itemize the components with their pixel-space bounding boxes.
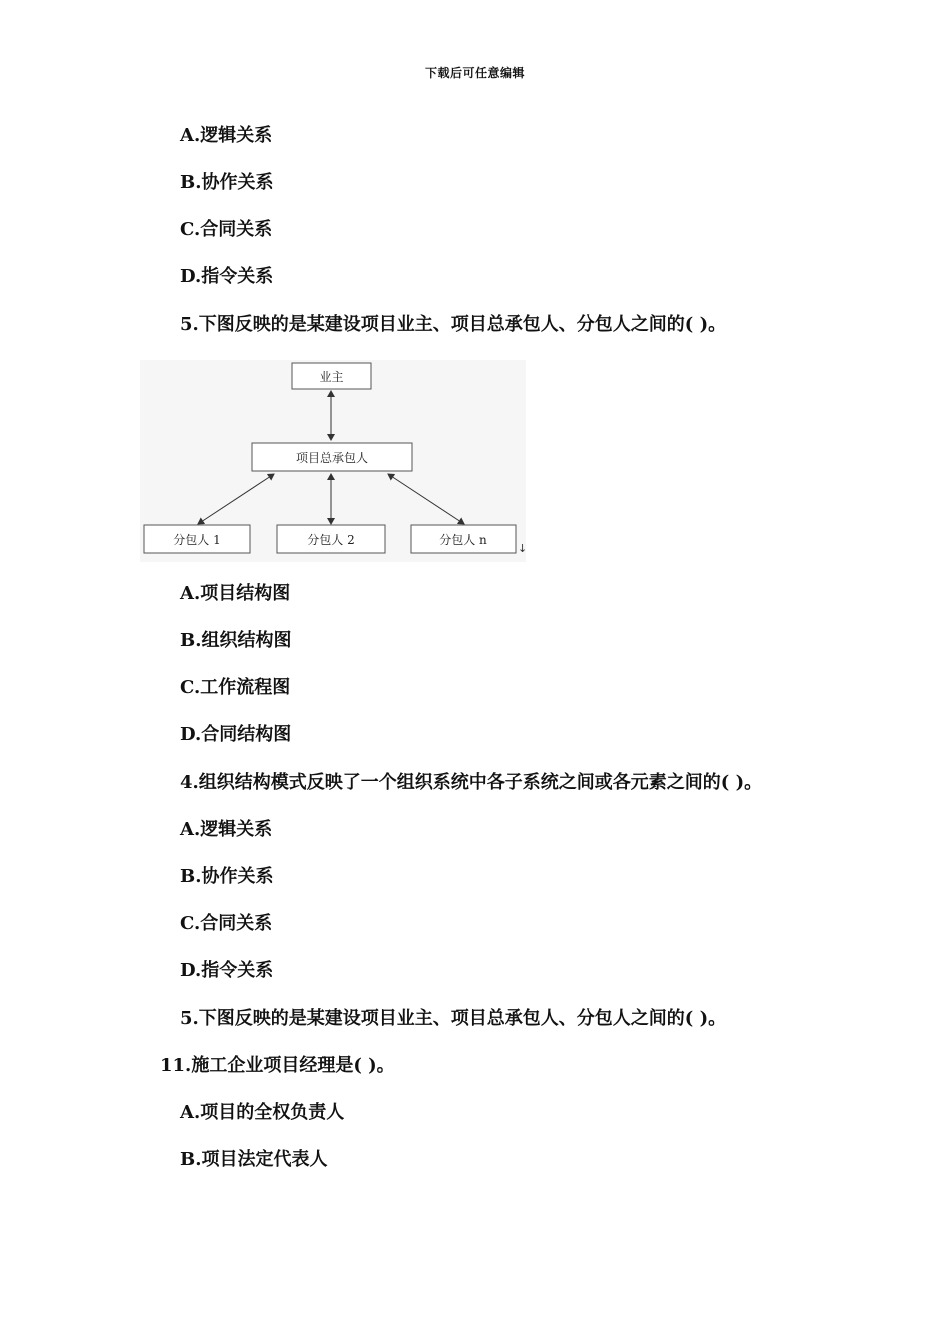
page-header: 下载后可任意编辑 bbox=[424, 66, 525, 80]
question-5: 5.下图反映的是某建设项目业主、项目总承包人、分包人之间的( )。 bbox=[180, 314, 727, 335]
subcontractor-2-label: 分包人 2 bbox=[307, 533, 355, 547]
question-5-repeat: 5.下图反映的是某建设项目业主、项目总承包人、分包人之间的( )。 bbox=[180, 1008, 727, 1029]
subcontractor-2-box bbox=[277, 525, 385, 553]
arrow-contractor-subn bbox=[388, 474, 464, 524]
option-a: A.逻辑关系 bbox=[180, 125, 273, 146]
subcontractor-n-box bbox=[411, 525, 516, 553]
general-contractor-box bbox=[252, 443, 412, 471]
subcontractor-1-box bbox=[144, 525, 250, 553]
paragraph-mark: ↓ bbox=[518, 542, 528, 555]
general-contractor-label: 项目总承包人 bbox=[295, 451, 369, 465]
option-d: D.指令关系 bbox=[180, 266, 274, 287]
option-a: A.逻辑关系 bbox=[180, 819, 273, 840]
option-b: B.项目法定代表人 bbox=[180, 1149, 328, 1170]
question-11: 11.施工企业项目经理是( )。 bbox=[160, 1055, 395, 1076]
subcontractor-1-label: 分包人 1 bbox=[173, 533, 221, 547]
option-b: B.组织结构图 bbox=[180, 630, 292, 651]
owner-box bbox=[292, 363, 371, 389]
option-c: C.合同关系 bbox=[180, 913, 273, 934]
subcontractor-n-label: 分包人 n bbox=[439, 533, 487, 547]
option-d: D.指令关系 bbox=[180, 960, 274, 981]
org-structure-diagram bbox=[140, 360, 526, 562]
option-d: D.合同结构图 bbox=[180, 724, 292, 745]
option-b: B.协作关系 bbox=[180, 866, 274, 887]
owner-label: 业主 bbox=[319, 370, 344, 384]
question-4: 4.组织结构模式反映了一个组织系统中各子系统之间或各元素之间的( )。 bbox=[180, 772, 763, 793]
option-c: C.合同关系 bbox=[180, 219, 273, 240]
option-a: A.项目的全权负责人 bbox=[180, 1102, 345, 1123]
option-a: A.项目结构图 bbox=[180, 583, 291, 604]
option-c: C.工作流程图 bbox=[180, 677, 291, 698]
arrow-contractor-sub1 bbox=[198, 474, 274, 524]
option-b: B.协作关系 bbox=[180, 172, 274, 193]
